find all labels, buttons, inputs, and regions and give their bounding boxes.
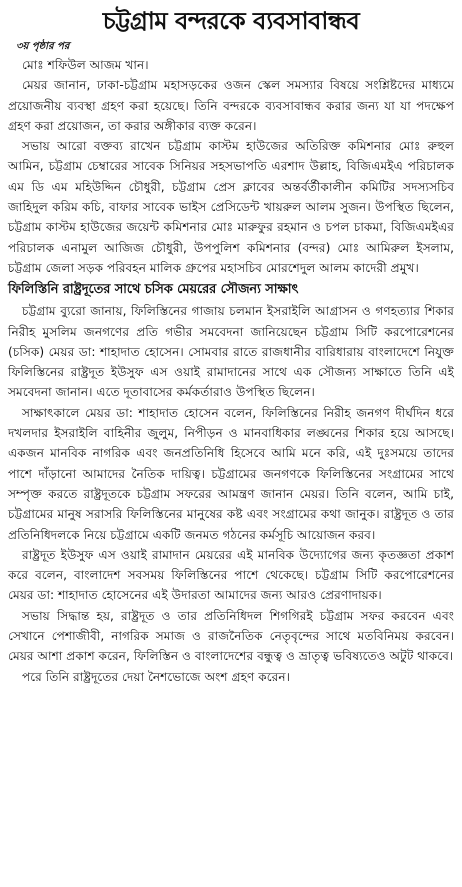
- section-subheading: ফিলিস্তিনি রাষ্ট্রদূতের সাথে চসিক মেয়রের সৌজন্য সাক্ষাৎ: [8, 282, 299, 298]
- article-headline: চট্টগ্রাম বন্দরকে ব্যবসাবান্ধব: [102, 7, 360, 35]
- article-paragraph: রাষ্ট্রদূত ইউসুফ এস ওয়াই রামাদান মেয়রের এই মানবিক উদ্যোগের জন্য কৃতজ্ঞতা প্রকাশ করে বলেন, বাংলাদেশ সবসময় ফিলিস্তিনের পাশে থেকেছে। চট্টগ্রাম সিটি করপোরেশনের মেয়র ডা: শাহাদাত হোসেনের এই উদারতা আমাদের জন্য আরও প্রেরণাদায়ক।: [8, 547, 454, 603]
- article-paragraph: সাক্ষাৎকালে মেয়র ডা: শাহাদাত হোসেন বলেন, ফিলিস্তিনের নিরীহ জনগণ দীর্ঘদিন ধরে দখলদার ইসরাইলি বাহিনীর জুলুম, নিপীড়ন ও মানবাধিকার লঙ্ঘনের শিকার হয়ে আসছে। একজন মানবিক নাগরিক এবং জনপ্রতিনিধি হিসেবে আমি মনে করি, এই দুঃসময়ে তাদের পাশে দাঁড়ানো আমাদের নৈতিক দায়িত্ব। চট্টগ্রামের জনগণকে ফিলিস্তিনের সংগ্রামের সাথে সম্পৃক্ত করতে রাষ্ট্রদূতকে চট্টগ্রাম সফরের আমন্ত্রণ জানান মেয়র। তিনি বলেন, আমি চাই, চট্টগ্রামের মানুষ সরাসরি ফিলিস্তিনের মানুষের কষ্ট এবং সংগ্রামের কথা জানুক। রাষ্ট্রদূত ও তার প্রতিনিধিদলকে নিয়ে চট্টগ্রামে একটি জনমত গঠনের কর্মসূচি আয়োজন করব।: [8, 405, 454, 542]
- article-paragraph: মোঃ শফিউল আজম খান।: [22, 58, 149, 72]
- article-paragraph: সভায় আরো বক্তব্য রাখেন চট্টগ্রাম কাস্টম হাউজের অতিরিক্ত কমিশনার মোঃ রুহুল আমিন, চট্টগ্রাম চেম্বারের সাবেক সিনিয়র সহসভাপতি এরশাদ উল্লাহ, বিজিএমইএ পরিচালক এম ডি এম মহিউদ্দিন চৌধুরী, চট্টগ্রাম প্রেস ক্লাবের অন্তর্বর্তীকালীন কমিটির সদস্যসচিব জাহিদুল করিম কচি, বাফার সাবেক ভাইস প্রেসিডেন্ট খায়রুল আলম সুজন। উপস্থিত ছিলেন, চট্টগ্রাম কাস্টম হাউজের জয়েন্ট কমিশনার মোঃ মারুফুর রহমান ও চপল চাকমা, বিজিএমইএর পরিচালক এনামুল আজিজ চৌধুরী, উপপুলিশ কমিশনার (বন্দর) মোঃ আমিরুল ইসলাম, চট্টগ্রাম জেলা সড়ক পরিবহন মালিক গ্রুপের মহাসচিব মোরশেদুল আলম কাদেরী প্রমুখ।: [8, 139, 454, 275]
- continuation-note: ৩য় পৃষ্ঠার পর: [16, 41, 70, 52]
- article-paragraph: সভায় সিদ্ধান্ত হয়, রাষ্ট্রদূত ও তার প্রতিনিধিদল শিগগিরই চট্টগ্রাম সফর করবেন এবং সেখানে পেশাজীবী, নাগরিক সমাজ ও রাজনৈতিক নেতৃবৃন্দের সাথে মতবিনিময় করবেন। মেয়র আশা প্রকাশ করেন, ফিলিস্তিন ও বাংলাদেশের বন্ধুত্ব ও ভ্রাতৃত্ব ভবিষ্যতেও অটুট থাকবে।: [8, 608, 454, 664]
- article-paragraph: চট্টগ্রাম ব্যুরো জানায়, ফিলিস্তিনের গাজায় চলমান ইসরাইলি আগ্রাসন ও গণহত্যার শিকার নিরীহ মুসলিম জনগণের প্রতি গভীর সমবেদনা জানিয়েছেন চট্টগ্রাম সিটি করপোরেশনের (চসিক) মেয়র ডা: শাহাদাত হোসেন। সোমবার রাতে রাজধানীর বারিধারায় বাংলাদেশে নিযুক্ত ফিলিস্তিনের রাষ্ট্রদূত ইউসুফ এস ওয়াই রামাদানের সাথে এক সৌজন্য সাক্ষাতে তিনি এই সমবেদনা জানান। এতে দূতাবাসের কর্মকর্তারাও উপস্থিত ছিলেন।: [8, 304, 454, 400]
- article-paragraph: পরে তিনি রাষ্ট্রদূতের দেয়া নৈশভোজে অংশ গ্রহণ করেন।: [22, 669, 290, 684]
- article-paragraph: মেয়র জানান, ঢাকা-চট্টগ্রাম মহাসড়কের ওজন স্কেল সমস্যার বিষয়ে সংশ্লিষ্টদের মাধ্যমে প্রয়োজনীয় ব্যবস্থা গ্রহণ করা হয়েছে। তিনি বন্দরকে ব্যবসাবান্ধব করার জন্য যা যা পদক্ষেপ গ্রহণ করা প্রয়োজন, তা করার অঙ্গীকার ব্যক্ত করেন।: [8, 78, 454, 133]
